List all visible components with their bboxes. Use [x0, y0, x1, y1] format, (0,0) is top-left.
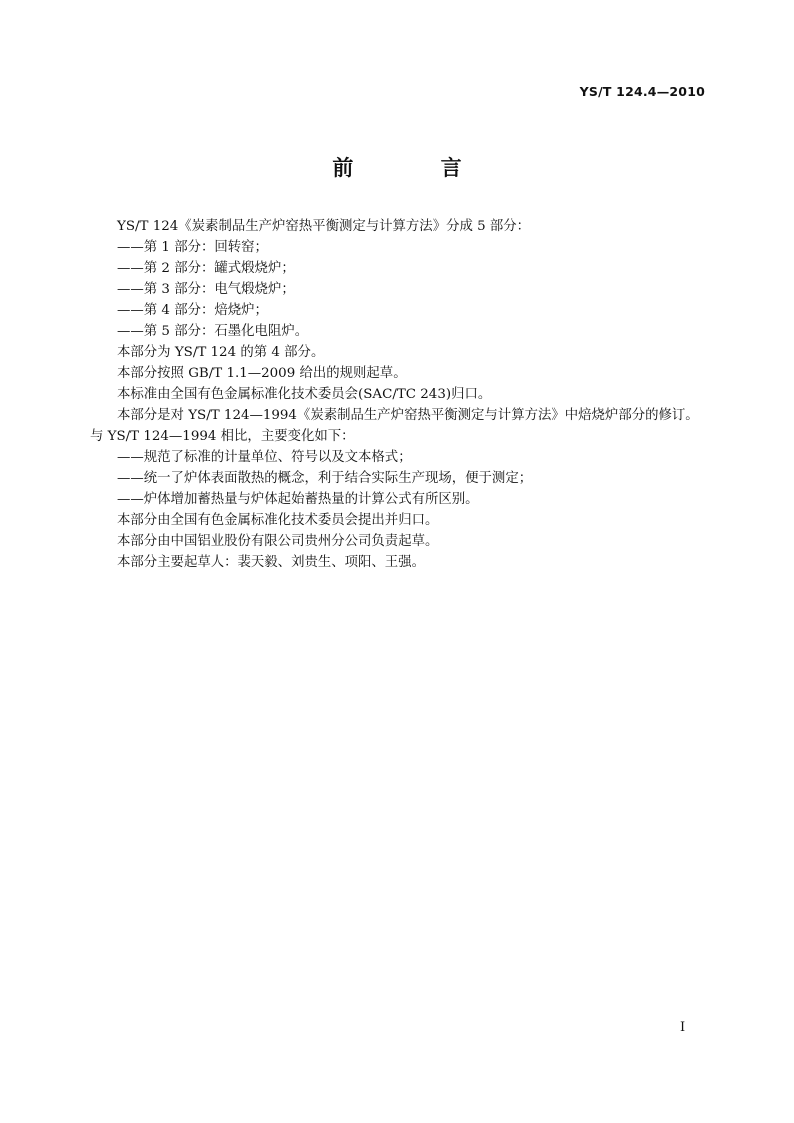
- foreword-body: [90, 216, 710, 573]
- page-title: 前 言: [332, 156, 502, 180]
- document-code: YS/T 124.4—2010: [579, 84, 705, 99]
- list-item: ——第 3 部分：电气煅烧炉；: [117, 282, 295, 297]
- paragraph-line: YS/T 124《炭素制品生产炉窑热平衡测定与计算方法》分成 5 部分：: [117, 219, 531, 234]
- list-item: ——第 4 部分：焙烧炉；: [117, 303, 268, 318]
- list-item: ——第 1 部分：回转窑；: [117, 240, 268, 255]
- list-item: ——规范了标准的计量单位、符号以及文本格式；: [117, 450, 412, 465]
- paragraph-line: 本部分由全国有色金属标准化技术委员会提出并归口。: [117, 513, 439, 528]
- list-item: ——第 2 部分：罐式煅烧炉；: [117, 261, 295, 276]
- paragraph-continuation: 与 YS/T 124—1994 相比，主要变化如下：: [90, 429, 355, 444]
- paragraph-line: 本部分为 YS/T 124 的第 4 部分。: [117, 345, 325, 360]
- paragraph-line: 本部分按照 GB/T 1.1—2009 给出的规则起草。: [117, 366, 407, 381]
- list-item: ——第 5 部分：石墨化电阻炉。: [117, 324, 309, 339]
- paragraph-line: 本标准由全国有色金属标准化技术委员会(SAC/TC 243)归口。: [117, 387, 492, 402]
- list-item: ——统一了炉体表面散热的概念，利于结合实际生产现场，便于测定；: [117, 471, 533, 486]
- paragraph-line: 本部分是对 YS/T 124—1994《炭素制品生产炉窑热平衡测定与计算方法》中焙烧炉部分的修订。: [117, 408, 699, 423]
- page-number: I: [680, 1020, 686, 1035]
- paragraph-line: 本部分由中国铝业股份有限公司贵州分公司负责起草。: [117, 534, 439, 549]
- paragraph-line: 本部分主要起草人：裴天毅、刘贵生、项阳、王强。: [117, 555, 425, 570]
- list-item: ——炉体增加蓄热量与炉体起始蓄热量的计算公式有所区别。: [117, 492, 479, 507]
